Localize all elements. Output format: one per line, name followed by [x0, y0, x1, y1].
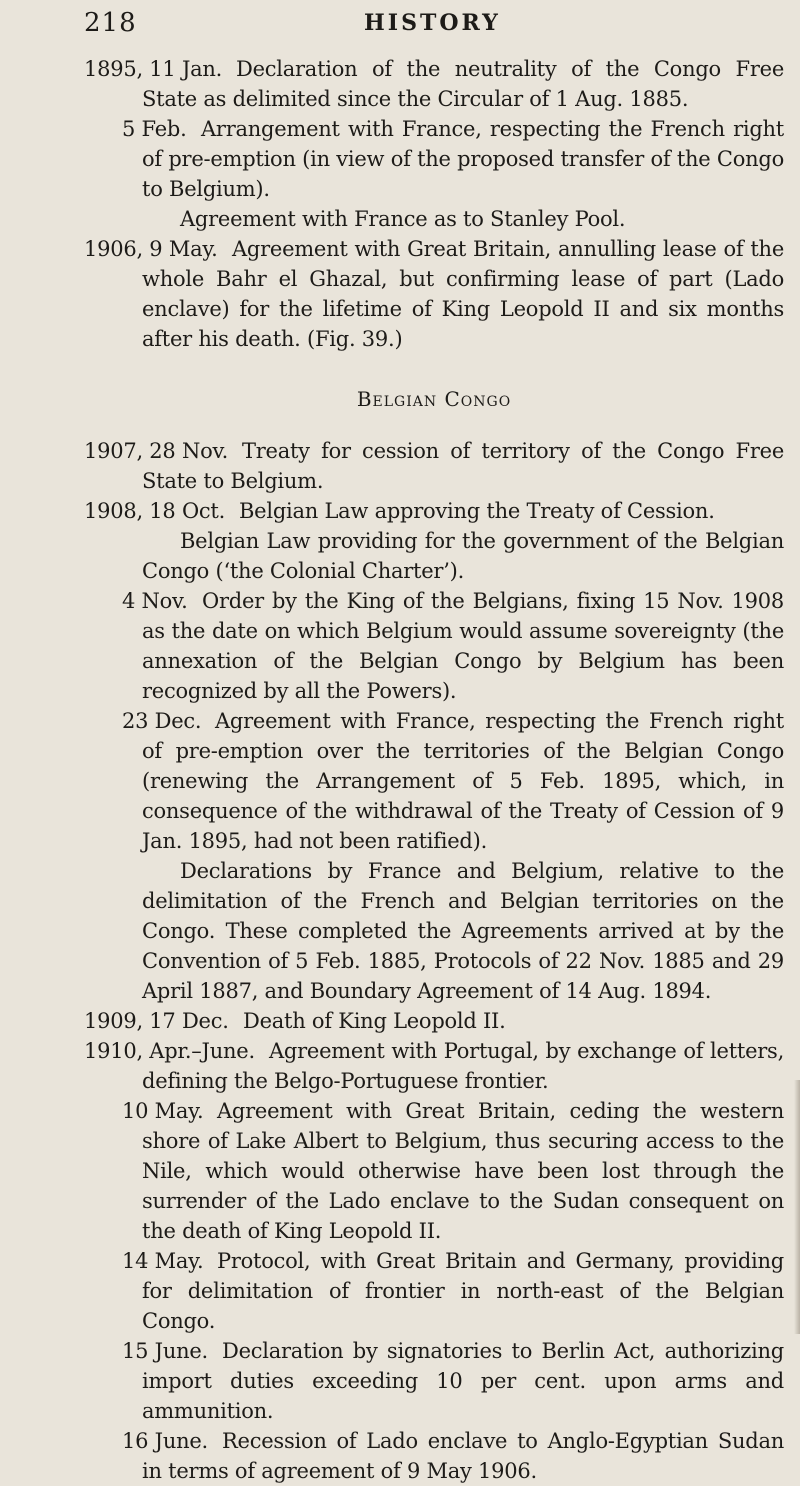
entry-text: Belgian Law providing for the government of the Belgian Congo (‘the Colonial Charter’).	[142, 529, 784, 583]
entry-date: 23 Dec.	[122, 709, 202, 733]
chronology-entry	[84, 1426, 784, 1486]
entry-date: 1907, 28 Nov.	[84, 439, 229, 463]
entry-date: 4 Nov.	[122, 589, 188, 613]
entry-text: Protocol, with Great Britain and Germany, providing for delimitation of frontier in north-east of the Belgian Congo.	[142, 1249, 784, 1333]
entry-text: Treaty for cession of territory of the Congo Free State to Belgium.	[142, 439, 784, 493]
chronology-entry	[84, 234, 784, 354]
chronology-entry	[84, 526, 784, 586]
entry-date: 1910, Apr.–June.	[84, 1039, 255, 1063]
entry-date: 10 May.	[122, 1099, 204, 1123]
entry-text: Death of King Leopold II.	[243, 1009, 506, 1033]
chronology-entry	[84, 706, 784, 856]
chronology-entry	[84, 436, 784, 496]
entry-text: Declaration of the neutrality of the Congo Free State as delimited since the Circular of 1 Aug. 1885.	[142, 57, 784, 111]
entry-date: 5 Feb.	[122, 117, 187, 141]
chronology-entry	[84, 1246, 784, 1336]
chronology-entry	[84, 586, 784, 706]
page-edge-shadow	[794, 1080, 800, 1334]
running-title: HISTORY	[364, 10, 501, 36]
entry-text: Agreement with France, respecting the French right of pre-emption over the territories of the Belgian Congo (renewing the Arrangement of 5 Feb. 1895, which, in consequence of the withdrawal of the Treaty of Cession of 9 Jan. 1895, had not been ratified).	[142, 709, 784, 853]
entry-text: Declarations by France and Belgium, relative to the delimitation of the French and Belgian territories on the Congo. These completed the Agreements arrived at by the Convention of 5 Feb. 1885, Protocols of 22 Nov. 1885 and 29 April 1887, and Boundary Agreement of 14 Aug. 1894.	[142, 859, 784, 1003]
entry-text: Agreement with Great Britain, ceding the western shore of Lake Albert to Belgium, thus securing access to the Nile, which would otherwise have been lost through the surrender of the Lado enclave to the Sudan consequent on the death of King Leopold II.	[142, 1099, 784, 1243]
entry-text: Agreement with France as to Stanley Pool.	[180, 207, 626, 231]
entries-top	[84, 54, 784, 354]
entry-date: 16 June.	[122, 1429, 208, 1453]
entry-text: Arrangement with France, respecting the French right of pre-emption (in view of the proposed transfer of the Congo to Belgium).	[142, 117, 784, 201]
chronology-entry	[84, 496, 784, 526]
entry-date: 1908, 18 Oct.	[84, 499, 226, 523]
entry-text: Agreement with Great Britain, annulling lease of the whole Bahr el Ghazal, but confirming lease of part (Lado enclave) for the lifetime of King Leopold II and six months after his death. (Fig. 39.)	[142, 237, 784, 351]
page-number: 218	[84, 8, 137, 38]
entry-text: Declaration by signatories to Berlin Act, authorizing import duties exceeding 10 per cent. upon arms and ammunition.	[142, 1339, 784, 1423]
chronology-entry	[84, 856, 784, 1006]
chronology-entry	[84, 114, 784, 204]
entry-date: 1895, 11 Jan.	[84, 57, 223, 81]
chronology-entry	[84, 1096, 784, 1246]
entry-date: 15 June.	[122, 1339, 208, 1363]
entry-date: 14 May.	[122, 1249, 204, 1273]
chronology-entry	[84, 1006, 784, 1036]
entry-text: Belgian Law approving the Treaty of Cession.	[239, 499, 715, 523]
chronology-text	[84, 54, 784, 1486]
chronology-entry	[84, 54, 784, 114]
entries-bottom	[84, 436, 784, 1486]
page-header	[84, 8, 784, 48]
section-title: Belgian Congo	[356, 387, 512, 411]
chronology-entry	[84, 204, 784, 234]
chronology-entry	[84, 1036, 784, 1096]
chronology-entry	[84, 1336, 784, 1426]
entry-date: 1906, 9 May.	[84, 237, 218, 261]
entry-date: 1909, 17 Dec.	[84, 1009, 229, 1033]
entry-text: Recession of Lado enclave to Anglo-Egyptian Sudan in terms of agreement of 9 May 1906.	[142, 1429, 784, 1483]
entry-text: Agreement with Portugal, by exchange of letters, defining the Belgo-Portuguese frontier.	[142, 1039, 784, 1093]
entry-text: Order by the King of the Belgians, fixing 15 Nov. 1908 as the date on which Belgium would assume sovereignty (the annexation of the Belgian Congo by Belgium has been recognized by all the Powers).	[142, 589, 784, 703]
